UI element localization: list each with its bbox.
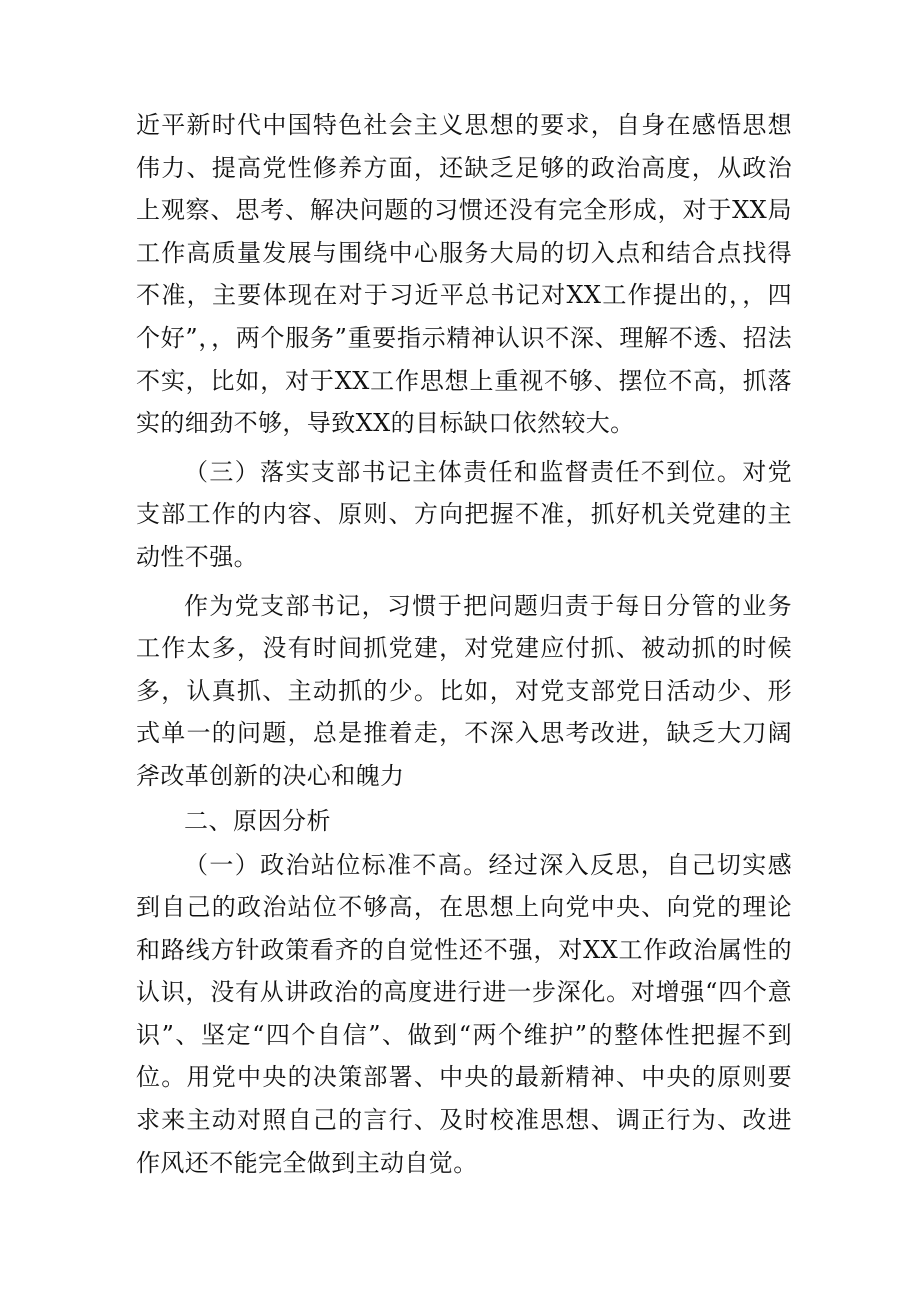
paragraph-continuation: 近平新时代中国特色社会主义思想的要求，自身在感悟思想伟力、提高党性修养方面，还缺乏足够的政治高度，从政治上观察、思考、解决问题的习惯还没有完全形成，对于XX局工作高质量发展与围绕中心服务大局的切入点和结合点找得不准，主要体现在对于习近平总书记对XX工作提出的，，四个好”，，两个服务”重要指示精神认识不深、理解不透、招法不实，比如，对于XX工作思想上重视不够、摆位不高，抓落实的细劲不够，导致XX的目标缺口依然较大。 [136,111,792,438]
paragraph-party-secretary: 作为党支部书记，习惯于把问题归责于每日分管的业务工作太多，没有时间抓党建，对党建应付抓、被动抓的时候多，认真抓、主动抓的少。比如，对党支部党日活动少、形式单一的问题，总是推着走，不深入思考改进，缺乏大刀阔斧改革创新的决心和魄力 [136,591,792,790]
document-page [136,104,792,1184]
paragraph-section-three: （三）落实支部书记主体责任和监督责任不到位。对党支部工作的内容、原则、方向把握不准，抓好机关党建的主动性不强。 [136,457,792,571]
section-heading-cause-analysis: 二、原因分析 [184,806,331,835]
paragraph-political-stance: （一）政治站位标准不高。经过深入反思，自己切实感到自己的政治站位不够高，在思想上向党中央、向党的理论和路线方针政策看齐的自觉性还不强，对XX工作政治属性的认识，没有从讲政治的高度进行进一步深化。对增强“四个意识”、坚定“四个自信”、做到“两个维护”的整体性把握不到位。用党中央的决策部署、中央的最新精神、中央的原则要求来主动对照自己的言行、及时校准思想、调正行为、改进作风还不能完全做到主动自觉。 [136,850,792,1177]
